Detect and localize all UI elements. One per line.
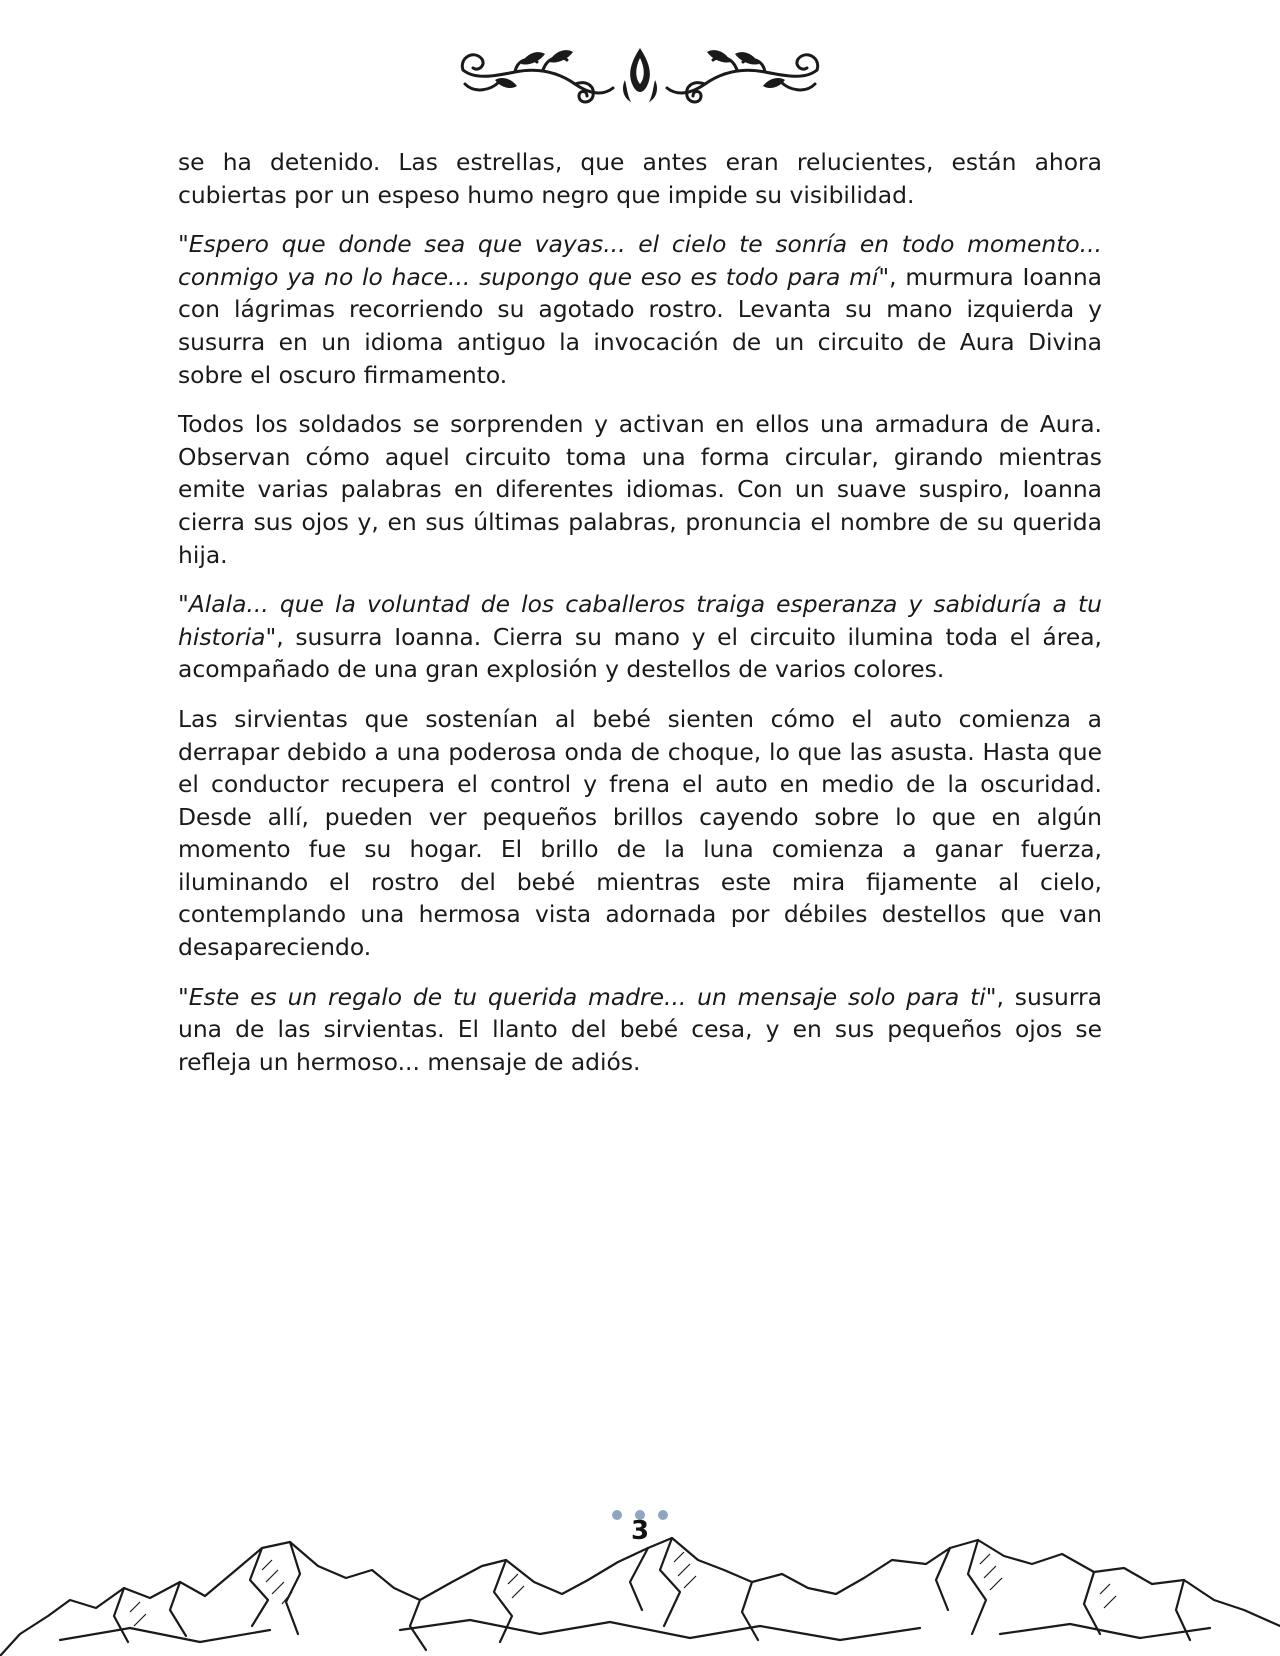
- paragraph-5-text: Las sirvientas que sostenían al bebé sienten cómo el auto comienza a derrapar debido a una poderosa onda de choque, lo que las asusta. Hasta que el conductor recupera el control y frena el auto en medio de la oscuridad. Desde allí, pueden ver pequeños brillos cayendo sobre lo que en algún momento fue su hogar. El brillo de la luna comienza a ganar fuerza, iluminando el rostro del bebé mientras este mira fijamente al cielo, contemplando una hermosa vista adornada por débiles destellos que van desapareciendo.: [178, 704, 1102, 962]
- paragraph-4-text: , susurra Ioanna. Cierra su mano y el circuito ilumina toda el área, acompañado de una gran explosión y destellos de varios colores.: [178, 622, 1102, 684]
- mountain-range-illustration: [0, 1530, 1280, 1656]
- paragraph-2: [178, 228, 1102, 391]
- dialogue-quote: "Alala... que la voluntad de los caballeros traiga esperanza y sabiduría a tu historia": [178, 590, 1102, 651]
- paragraph-1: [178, 146, 1102, 211]
- page-number: 3: [630, 1516, 650, 1546]
- floral-ornament-icon: [455, 40, 825, 112]
- dialogue-quote: "Este es un regalo de tu querida madre... un mensaje solo para ti": [178, 982, 997, 1011]
- dialogue-quote: "Espero que donde sea que vayas... el cielo te sonría en todo momento... conmigo ya no lo hace... supongo que eso es todo para mí": [178, 230, 1102, 291]
- paragraph-5: [178, 703, 1102, 964]
- paragraph-4: [178, 588, 1102, 686]
- paragraph-6: [178, 981, 1102, 1079]
- paragraph-3: [178, 408, 1102, 571]
- body-text: [178, 146, 1102, 1095]
- paragraph-1-text: se ha detenido. Las estrellas, que antes eran relucientes, están ahora cubiertas por un espeso humo negro que impide su visibilidad.: [178, 148, 1102, 209]
- paragraph-3-text: Todos los soldados se sorprenden y activan en ellos una armadura de Aura. Observan cómo aquel circuito toma una forma circular, girando mientras emite varias palabras en diferentes idiomas. Con un suave suspiro, Ioanna cierra sus ojos y, en sus últimas palabras, pronuncia el nombre de su querida hija.: [178, 410, 1102, 569]
- paragraph-6-text: , susurra una de las sirvientas. El llanto del bebé cesa, y en sus pequeños ojos se refleja un hermoso... mensaje de adiós.: [178, 982, 1102, 1076]
- paragraph-2-text: , murmura Ioanna con lágrimas recorriendo su agotado rostro. Levanta su mano izquierda y susurra en un idioma antiguo la invocación de un circuito de Aura Divina sobre el oscuro firmamento.: [178, 262, 1102, 389]
